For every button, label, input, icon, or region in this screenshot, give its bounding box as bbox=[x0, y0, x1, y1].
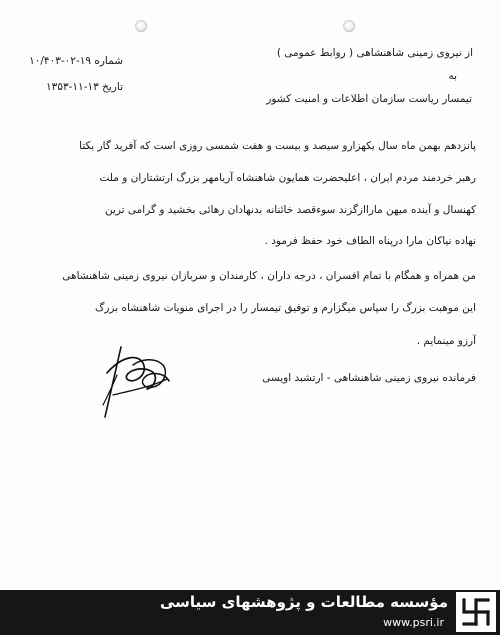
body-line-1: پانزدهم بهمن ماه سال یکهزارو سیصد و بیست و هفت شمسی روزی است که آفرید گار یکتا bbox=[79, 140, 476, 152]
handwritten-signature bbox=[93, 335, 193, 435]
punch-hole-right bbox=[343, 20, 355, 32]
institute-name: مؤسسه مطالعات و پژوهشهای سیاسی bbox=[159, 593, 448, 611]
letter-recipient: تیمسار ریاست سازمان اطلاعات و امنیت کشور bbox=[266, 93, 472, 105]
body-line-5: من همراه و همگام با تمام افسران ، درجه داران ، کارمندان و سربازان نیروی زمینی شاهنشاهی bbox=[62, 270, 476, 282]
footer-banner bbox=[0, 590, 500, 635]
letter-sender: از نیروی زمینی شاهنشاهی ( روابط عمومی ) bbox=[276, 47, 473, 59]
letter-to-label: به bbox=[448, 70, 457, 82]
psri-logo-icon bbox=[456, 592, 496, 632]
body-line-4: نهاده نیاکان مارا درپناه الطاف خود حفظ فرمود . bbox=[264, 235, 476, 247]
body-line-7: آرزو مینمایم . bbox=[416, 335, 476, 347]
letter-date: تاریخ ۱۳-۱۱-۱۳۵۳ bbox=[46, 81, 123, 93]
institute-url[interactable]: www.psri.ir bbox=[383, 616, 444, 629]
body-line-3: کهنسال و آینده میهن ماراازگزند سوءقصد خائنانه بدنهادان رهائی بخشید و گرامی ترین bbox=[104, 204, 476, 216]
body-line-2: رهبر خردمند مردم ایران ، اعلیحضرت همایون شاهنشاه آریامهر بزرگ ارتشتاران و ملت bbox=[99, 172, 476, 184]
signature-line: فرمانده نیروی زمینی شاهنشاهی - ارتشبد اویسی bbox=[262, 372, 476, 384]
letter-number: شماره ۱۹-۰۲-۱۰/۴۰۳ bbox=[29, 55, 123, 67]
body-line-6: این موهبت بزرگ را سپاس میگزارم و توفیق تیمسار را در اجرای منویات شاهنشاه بزرگ bbox=[94, 302, 476, 314]
punch-hole-left bbox=[135, 20, 147, 32]
